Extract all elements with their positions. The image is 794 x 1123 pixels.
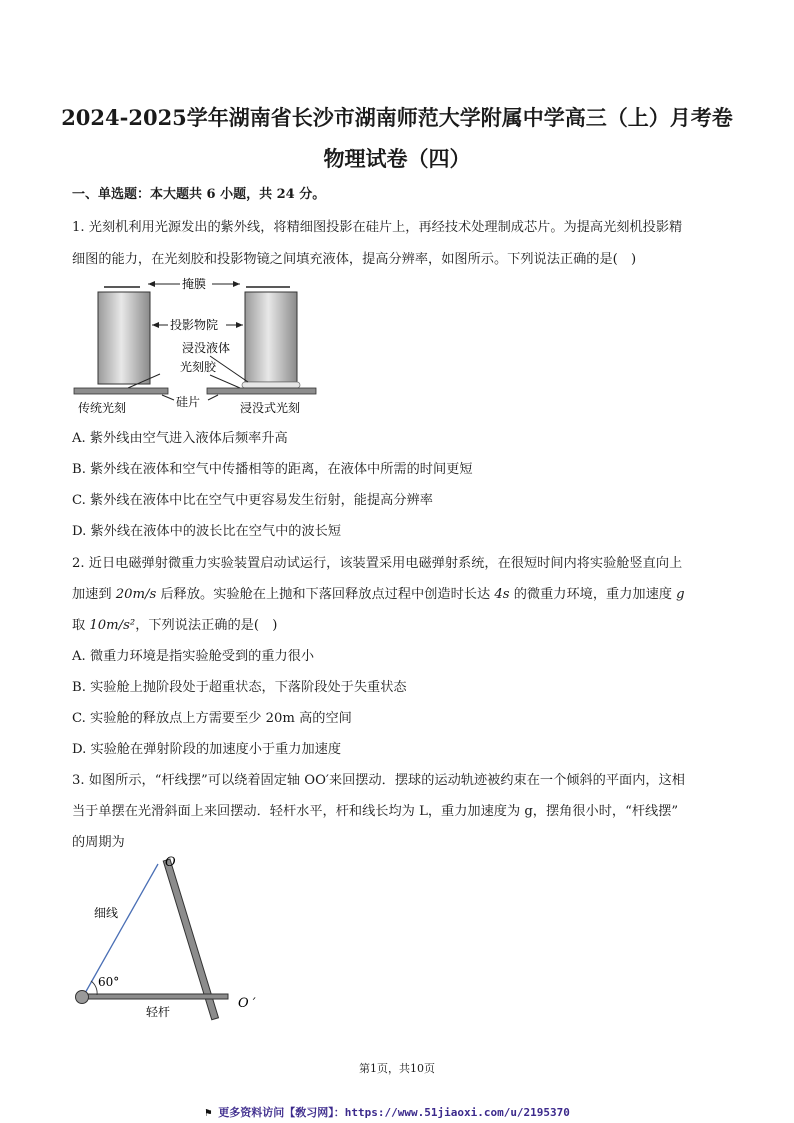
footer-ad-text: 更多资料访问【敎习网】：https://www.51jiaoxi.com/u/2195370: [218, 1106, 570, 1119]
q2-stem-line2: [72, 583, 685, 602]
label-O: O: [165, 855, 176, 870]
caption-traditional: 传统光刻: [78, 401, 127, 415]
angle-arc: [91, 981, 97, 995]
q3-stem-line2: 当于单摆在光滑斜面上来回摆动．轻杆水平，杆和线长均为 L，重力加速度为 g，摆角很小时，“杆线摆”: [72, 804, 679, 819]
caption-immersion: 浸没式光刻: [240, 401, 301, 415]
q1-option-c: C. 紫外线在液体中比在空气中更容易发生衍射，能提高分辨率: [72, 493, 433, 508]
q3-rod-pendulum-figure: [70, 852, 270, 1024]
q1-option-a: A. 紫外线由空气进入液体后频率升高: [72, 431, 288, 446]
q2-text: 加速到: [72, 587, 116, 602]
q2-text: 的微重力环境，重力加速度: [509, 587, 677, 602]
label-resist: 光刻胶: [180, 360, 217, 374]
label-lens: 投影物院: [170, 318, 219, 332]
thin-string: [84, 864, 158, 995]
immersion-liquid: [242, 382, 300, 388]
q2-gravity-symbol: g: [676, 587, 685, 602]
q2-stem-line3: [72, 614, 277, 633]
q1-option-d: D. 紫外线在液体中的波长比在空气中的波长短: [72, 524, 342, 539]
label-liquid: 浸没液体: [182, 341, 231, 355]
left-wafer: [74, 388, 168, 394]
label-angle: 60°: [98, 975, 120, 989]
flag-icon: ⚑: [205, 1106, 219, 1119]
q2-text: 后释放。实验舱在上抛和下落回释放点过程中创造时长达: [156, 587, 495, 602]
right-wafer: [207, 388, 316, 394]
exam-title-line1: 2024-2025学年湖南省长沙市湖南师范大学附属中学高三（上）月考卷: [61, 105, 733, 130]
footer-ad-link[interactable]: [205, 1104, 570, 1120]
q3-stem-line1: 3. 如图所示，“杆线摆”可以绕着固定轴 OO′来回摆动．摆球的运动轨迹被约束在一个倾斜的平面内，这相: [72, 773, 685, 788]
q2-gravity-value: 10m/s²: [89, 618, 136, 633]
left-lens-cylinder: [98, 292, 150, 384]
page-number: 第1页，共10页: [359, 1062, 435, 1075]
q3-stem-line3: 的周期为: [72, 835, 125, 850]
q2-text: 取: [72, 618, 90, 633]
label-rod: 轻杆: [146, 1005, 171, 1019]
exam-title-line2: 物理试卷（四）: [323, 146, 471, 171]
q2-stem-line1: 2. 近日电磁弹射微重力实验装置启动试运行，该装置采用电磁弹射系统，在很短时间内将实验舱竖直向上: [72, 556, 683, 571]
q2-option-d: D. 实验舱在弹射阶段的加速度小于重力加速度: [72, 742, 342, 757]
q1-option-b: B. 紫外线在液体和空气中传播相等的距离，在液体中所需的时间更短: [72, 462, 473, 477]
q2-velocity: 20m/s: [115, 587, 157, 602]
q2-option-b: B. 实验舱上抛阶段处于超重状态，下落阶段处于失重状态: [72, 680, 407, 695]
q2-duration: 4s: [494, 587, 510, 602]
q2-option-c: C. 实验舱的释放点上方需要至少 20m 高的空间: [72, 711, 352, 726]
label-mask: 掩膜: [182, 277, 207, 291]
light-rod: [82, 994, 228, 999]
label-string: 细线: [94, 906, 119, 920]
label-O-prime: O ′: [238, 996, 256, 1011]
q1-lithography-figure: [70, 274, 320, 422]
q2-option-a: A. 微重力环境是指实验舱受到的重力很小: [72, 649, 315, 664]
q1-stem-line1: 1. 光刻机利用光源发出的紫外线，将精细图投影在硅片上，再经技术处理制成芯片。为提高光刻机投影精: [72, 220, 683, 235]
q1-stem-line2: 细图的能力，在光刻胶和投影物镜之间填充液体，提高分辨率，如图所示。下列说法正确的是( ): [72, 252, 637, 267]
q2-text: ，下列说法正确的是( ): [135, 618, 278, 633]
right-lens-cylinder: [245, 292, 297, 382]
pendulum-ball: [76, 991, 89, 1004]
label-wafer: 硅片: [176, 395, 201, 409]
section-heading: 一、单选题：本大题共 6 小题，共 24 分。: [72, 187, 326, 202]
